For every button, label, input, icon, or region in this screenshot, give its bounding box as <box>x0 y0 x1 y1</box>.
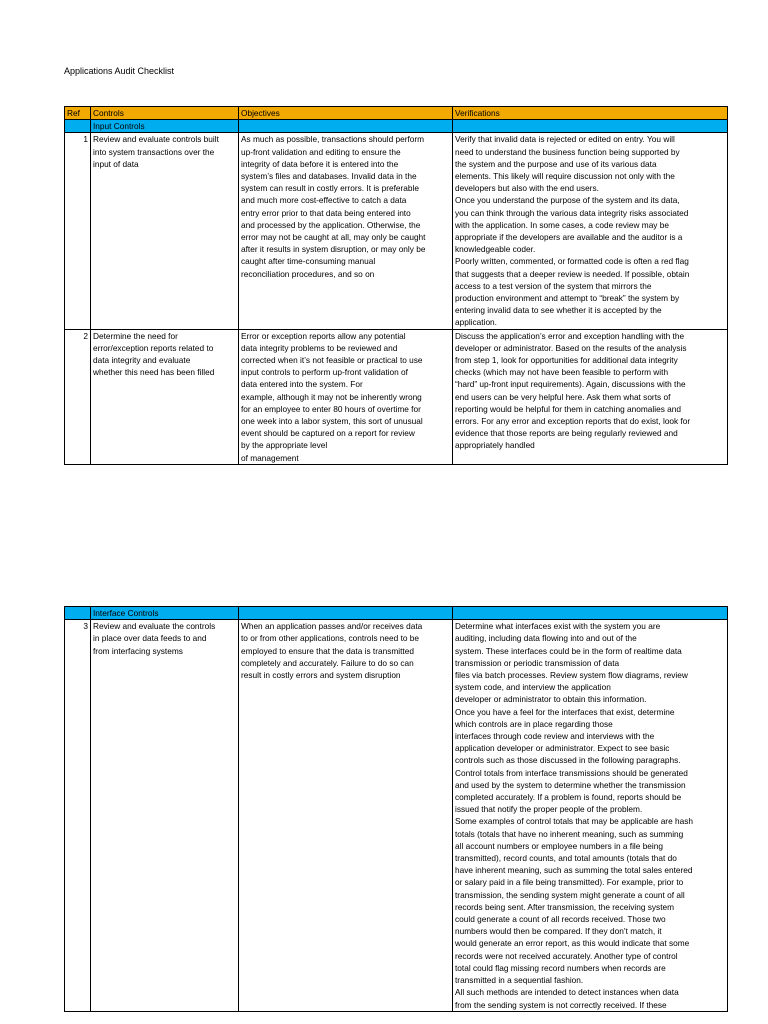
text-line: by the appropriate level <box>241 440 328 451</box>
text-line: employed to ensure that the data is transmitted <box>241 645 414 656</box>
text-line: controls such as those discussed in the following paragraphs. <box>455 755 681 766</box>
table-row <box>65 620 728 1012</box>
text-line: data entered into the system. For <box>241 379 363 390</box>
text-line: developer or administrator. Based on the results of the analysis <box>455 342 687 353</box>
row-ref: 1 <box>65 133 91 329</box>
document-title: Applications Audit Checklist <box>64 66 175 76</box>
text-line: Determine the need for <box>93 330 178 341</box>
text-line: numbers would then be compared. If they don’t match, it <box>455 926 662 937</box>
text-line: for an employee to enter 80 hours of overtime for <box>241 403 421 414</box>
verification-cell <box>453 620 728 1012</box>
text-line: end users can be very helpful here. Ask them what sorts of <box>455 391 671 402</box>
text-line: transmission, the sending system might generate a count of all <box>455 889 685 900</box>
text-line: completely and accurately. Failure to do so can <box>241 657 414 668</box>
header-verifications: Verifications <box>453 107 728 120</box>
text-line: from the sending system is not correctly received. If these <box>455 999 667 1010</box>
section-row <box>65 607 728 620</box>
text-line: Review and evaluate the controls <box>93 621 216 632</box>
text-line: error may not be caught at all, may only be caught <box>241 232 426 243</box>
text-line: up-front validation and editing to ensure the <box>241 146 401 157</box>
text-line: records were not received accurately. Another type of control <box>455 950 678 961</box>
text-line: Error or exception reports allow any potential <box>241 330 406 341</box>
text-line: “hard” up-front input requirements). Again, discussions with the <box>455 379 686 390</box>
section-title: Input Controls <box>91 120 239 133</box>
text-line: and much more cost-effective to catch a data <box>241 195 407 206</box>
checklist-table-input-controls <box>64 106 728 465</box>
text-line: of management <box>241 452 299 463</box>
text-line: would generate an error report, as this would indicate that some <box>455 938 690 949</box>
header-ref: Ref <box>65 107 91 120</box>
text-line: application. <box>455 317 497 328</box>
text-line: transmitted in a sequential fashion. <box>455 975 584 986</box>
text-line: input of data <box>93 158 139 169</box>
table-row <box>65 133 728 329</box>
text-line: system code, and interview the application <box>455 682 611 693</box>
text-line: entry error prior to that data being entered into <box>241 207 411 218</box>
section-ref-cell <box>65 120 91 133</box>
text-line: records being sent. After transmission, the receiving system <box>455 901 675 912</box>
section-ref-cell <box>65 607 91 620</box>
text-line: have inherent meaning, such as summing the total sales entered <box>455 865 693 876</box>
text-line: result in costly errors and system disruption <box>241 670 401 681</box>
text-line: reporting would be helpful for them in catching anomalies and <box>455 403 681 414</box>
text-line: totals (totals that have no inherent meaning, such as summing <box>455 828 684 839</box>
verification-cell <box>453 329 728 464</box>
section-empty-cell <box>239 607 453 620</box>
text-line: in place over data feeds to and <box>93 633 207 644</box>
text-line: error/exception reports related to <box>93 342 214 353</box>
text-line: When an application passes and/or receives data <box>241 621 423 632</box>
objective-cell <box>239 133 453 329</box>
text-line: event should be captured on a report for review <box>241 428 415 439</box>
text-line: checks (which may not have been feasible to perform with <box>455 367 669 378</box>
text-line: integrity of data before it is entered into the <box>241 158 399 169</box>
text-line: Review and evaluate controls built <box>93 134 219 145</box>
text-line: data integrity problems to be reviewed and <box>241 342 398 353</box>
text-line: production environment and attempt to “break” the system by <box>455 293 680 304</box>
control-cell <box>91 133 239 329</box>
text-line: application developer or administrator. Expect to see basic <box>455 743 670 754</box>
objective-cell <box>239 620 453 1012</box>
text-line: system’s files and databases. Invalid data in the <box>241 171 417 182</box>
text-line: entering invalid data to see whether it is accepted by the <box>455 305 662 316</box>
text-line: all account numbers or employee numbers in a file being <box>455 840 663 851</box>
table-row <box>65 329 728 464</box>
header-row <box>65 107 728 120</box>
control-cell <box>91 329 239 464</box>
text-line: that suggests that a deeper review is needed. If possible, obtain <box>455 268 690 279</box>
text-line: after it results in system disruption, or may only be <box>241 244 426 255</box>
text-line: and processed by the application. Otherwise, the <box>241 219 421 230</box>
text-line: and used by the system to determine whether the transmission <box>455 779 686 790</box>
text-line: errors. For any error and exception reports that do exist, look for <box>455 416 691 427</box>
text-line: transmission or periodic transmission of data <box>455 657 620 668</box>
row-ref: 3 <box>65 620 91 1012</box>
section-empty-cell <box>239 120 453 133</box>
text-line: whether this need has been filled <box>93 367 215 378</box>
text-line: evidence that those reports are being regularly reviewed and <box>455 428 678 439</box>
text-line: auditing, including data flowing into and out of the <box>455 633 637 644</box>
text-line: system. These interfaces could be in the form of realtime data <box>455 645 682 656</box>
header-controls: Controls <box>91 107 239 120</box>
text-line: one week into a labor system, this sort of unusual <box>241 416 423 427</box>
text-line: As much as possible, transactions should perform <box>241 134 425 145</box>
text-line: input controls to perform up-front validation of <box>241 367 408 378</box>
text-line: from step 1, look for opportunities for additional data integrity <box>455 355 678 366</box>
text-line: which controls are in place regarding those <box>455 718 613 729</box>
section-empty-cell <box>453 120 728 133</box>
text-line: All such methods are intended to detect instances when data <box>455 987 679 998</box>
text-line: data integrity and evaluate <box>93 355 191 366</box>
text-line: transmitted), record counts, and total amounts (totals that do <box>455 853 677 864</box>
row-ref: 2 <box>65 329 91 464</box>
text-line: completed accurately. If a problem is found, reports should be <box>455 792 682 803</box>
verification-cell <box>453 133 728 329</box>
section-title: Interface Controls <box>91 607 239 620</box>
text-line: into system transactions over the <box>93 146 215 157</box>
text-line: need to understand the business function being supported by <box>455 146 680 157</box>
text-line: files via batch processes. Review system flow diagrams, review <box>455 670 688 681</box>
text-line: developers but also with the end users. <box>455 183 599 194</box>
section-empty-cell <box>453 607 728 620</box>
text-line: Determine what interfaces exist with the system you are <box>455 621 661 632</box>
checklist-table-interface-controls <box>64 606 728 1012</box>
text-line: Some examples of control totals that may be applicable are hash <box>455 816 693 827</box>
text-line: total could flag missing record numbers when records are <box>455 962 666 973</box>
text-line: caught after time-consuming manual <box>241 256 376 267</box>
text-line: Poorly written, commented, or formatted code is often a red flag <box>455 256 689 267</box>
text-line: reconciliation procedures, and so on <box>241 268 375 279</box>
objective-cell <box>239 329 453 464</box>
header-objectives: Objectives <box>239 107 453 120</box>
text-line: example, although it may not be inherently wrong <box>241 391 422 402</box>
control-cell <box>91 620 239 1012</box>
text-line: interfaces through code review and interviews with the <box>455 731 655 742</box>
text-line: you can think through the various data integrity risks associated <box>455 207 689 218</box>
text-line: knowledgeable coder. <box>455 244 536 255</box>
text-line: Discuss the application’s error and exception handling with the <box>455 330 685 341</box>
text-line: appropriately handled <box>455 440 535 451</box>
text-line: Once you understand the purpose of the system and its data, <box>455 195 680 206</box>
text-line: to or from other applications, controls need to be <box>241 633 420 644</box>
text-line: Control totals from interface transmissions should be generated <box>455 767 688 778</box>
text-line: access to a test version of the system that mirrors the <box>455 280 652 291</box>
text-line: appropriate if the developers are available and the auditor is a <box>455 232 683 243</box>
text-line: issued that notify the proper people of the problem. <box>455 804 643 815</box>
text-line: elements. This likely will require discussion not only with the <box>455 171 675 182</box>
text-line: with the application. In some cases, a code review may be <box>455 219 669 230</box>
text-line: or salary paid in a file being transmitted). For example, prior to <box>455 877 684 888</box>
text-line: could generate a count of all records received. Those two <box>455 914 666 925</box>
text-line: the system and the purpose and use of its various data <box>455 158 657 169</box>
section-row <box>65 120 728 133</box>
text-line: Verify that invalid data is rejected or edited on entry. You will <box>455 134 675 145</box>
text-line: system can result in costly errors. It is preferable <box>241 183 419 194</box>
text-line: developer or administrator to obtain this information. <box>455 694 647 705</box>
text-line: corrected when it’s not feasible or practical to use <box>241 355 423 366</box>
text-line: Once you have a feel for the interfaces that exist, determine <box>455 706 675 717</box>
text-line: from interfacing systems <box>93 645 183 656</box>
